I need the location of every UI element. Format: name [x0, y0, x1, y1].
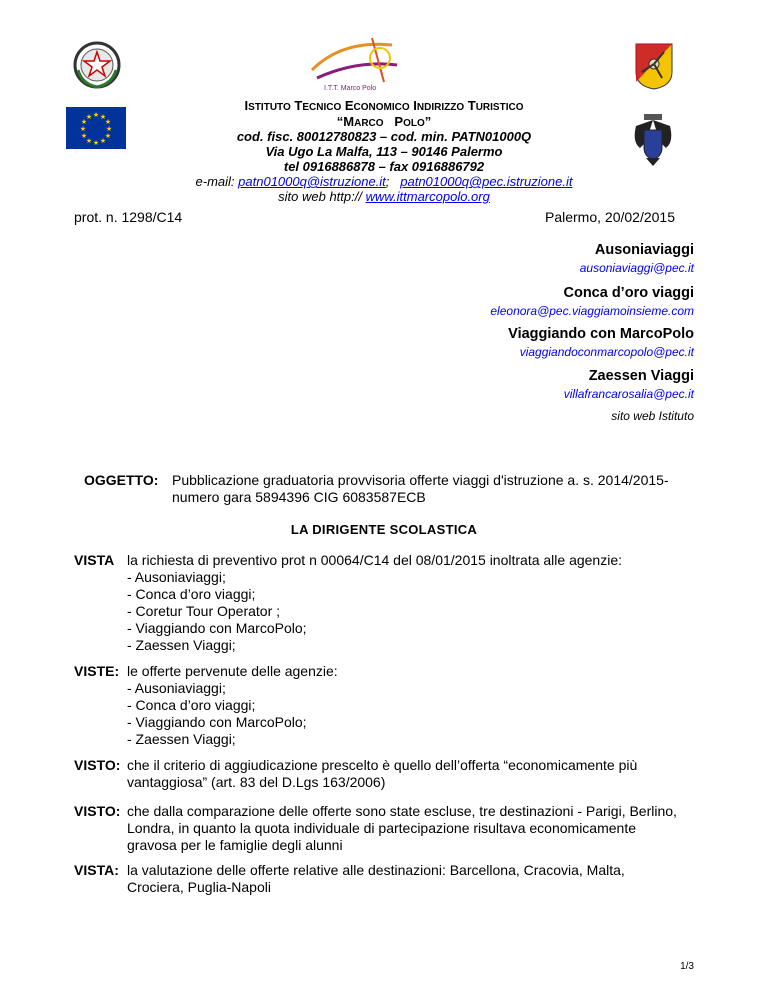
section-body — [127, 757, 637, 791]
recipient-email[interactable]: viaggiandoconmarcopolo@pec.it — [519, 345, 694, 359]
italian-republic-emblem — [72, 40, 122, 90]
svg-text:★: ★ — [104, 118, 112, 126]
svg-text:★: ★ — [80, 118, 88, 126]
protocol-number: prot. n. 1298/C14 — [74, 209, 183, 225]
list-item: - Ausoniaviaggi; — [127, 680, 226, 696]
email-link-institutional[interactable]: patn01000q@istruzione.it — [238, 174, 386, 189]
section-label: VISTA: — [74, 862, 119, 878]
section-line: la valutazione delle offerte relative alle destinazioni: Barcellona, Cracovia, Malta, — [127, 862, 625, 878]
svg-text:★: ★ — [105, 125, 113, 133]
subject-line: Pubblicazione graduatoria provvisoria offerte viaggi d'istruzione a. s. 2014/2015- — [172, 472, 669, 488]
section-label: VISTE: — [74, 663, 120, 679]
svg-text:★: ★ — [92, 139, 100, 147]
place-date: Palermo, 20/02/2015 — [545, 209, 675, 225]
list-item: - Ausoniaviaggi; — [127, 569, 226, 585]
section-line: vantaggiosa” (art. 83 del D.Lgs 163/2006) — [127, 774, 386, 790]
subject-label: OGGETTO: — [84, 472, 159, 488]
list-item: - Zaessen Viaggi; — [127, 637, 236, 653]
list-item: - Coretur Tour Operator ; — [127, 603, 281, 619]
subject-text — [172, 472, 697, 506]
email-link-pec[interactable]: patn01000q@pec.istruzione.it — [400, 174, 573, 189]
school-website-line: sito web http:// www.ittmarcopolo.org — [278, 189, 490, 204]
list-item: - Viaggiando con MarcoPolo; — [127, 714, 307, 730]
school-title-line: “MARCO POLO” — [336, 114, 432, 129]
section-body — [127, 803, 677, 854]
subject-line: numero gara 5894396 CIG 6083587ECB — [172, 489, 426, 505]
section-line: che il criterio di aggiudicazione prescelto è quello dell’offerta “economicamente più — [127, 757, 638, 773]
section-label: VISTA — [74, 552, 115, 568]
svg-text:★: ★ — [79, 125, 87, 133]
svg-text:★: ★ — [104, 132, 112, 140]
school-phone: tel 0916886878 – fax 0916886792 — [283, 159, 485, 174]
svg-text:★: ★ — [99, 137, 107, 145]
logo-text: I.T.T. Marco Polo — [324, 85, 377, 92]
school-name-line: ISTITUTO TECNICO ECONOMICO INDIRIZZO TURISTICO — [244, 98, 524, 113]
school-address: Via Ugo La Malfa, 113 – 90146 Palermo — [265, 144, 503, 159]
recipient-email[interactable]: ausoniaviaggi@pec.it — [579, 261, 694, 275]
recipient-name: Ausoniaviaggi — [594, 242, 694, 258]
section-body — [127, 663, 338, 748]
recipient-name: Conca d’oro viaggi — [563, 285, 694, 301]
section-body — [127, 552, 622, 654]
section-label: VISTO: — [74, 803, 121, 819]
section-line: Crociera, Puglia-Napoli — [127, 879, 271, 895]
list-item: - Viaggiando con MarcoPolo; — [127, 620, 307, 636]
school-codes: cod. fisc. 80012780823 – cod. min. PATN01000Q — [236, 129, 532, 144]
svg-text:★: ★ — [80, 132, 88, 140]
list-item: - Conca d’oro viaggi; — [127, 586, 256, 602]
section-label: VISTO: — [74, 757, 121, 773]
svg-text:★: ★ — [85, 137, 93, 145]
section-line: gravosa per le famiglie degli alunni — [127, 837, 343, 853]
section-line: Londra, in quanto la quota individuale di partecipazione risultava economicamente — [127, 820, 636, 836]
list-item: - Conca d’oro viaggi; — [127, 697, 256, 713]
recipient-email[interactable]: villafrancarosalia@pec.it — [563, 387, 694, 401]
section-text: le offerte pervenute delle agenzie: — [127, 663, 338, 679]
svg-text:★: ★ — [92, 111, 100, 119]
website-link[interactable]: www.ittmarcopolo.org — [365, 189, 490, 204]
signer-heading: LA DIRIGENTE SCOLASTICA — [290, 522, 478, 537]
svg-text:★: ★ — [99, 113, 107, 121]
list-item: - Zaessen Viaggi; — [127, 731, 236, 747]
school-email-line: e-mail: patn01000q@istruzione.it; patn01000q@pec.istruzione.it — [195, 174, 573, 189]
section-body — [127, 862, 625, 896]
sicily-region-emblem — [634, 42, 674, 90]
section-text: la richiesta di preventivo prot n 00064/C14 del 08/01/2015 inoltrata alle agenzie: — [127, 552, 622, 568]
recipient-name: Zaessen Viaggi — [588, 368, 694, 384]
svg-text:★: ★ — [85, 113, 93, 121]
section-line: che dalla comparazione delle offerte sono state escluse, tre destinazioni - Parigi, Berlino, — [127, 803, 677, 819]
school-logo — [302, 30, 412, 95]
recipient-name: Viaggiando con MarcoPolo — [508, 326, 694, 342]
page-number: 1/3 — [680, 961, 694, 972]
recipient-email[interactable]: eleonora@pec.viaggiamoinsieme.com — [490, 304, 694, 318]
recipient-website: sito web Istituto — [611, 409, 694, 423]
